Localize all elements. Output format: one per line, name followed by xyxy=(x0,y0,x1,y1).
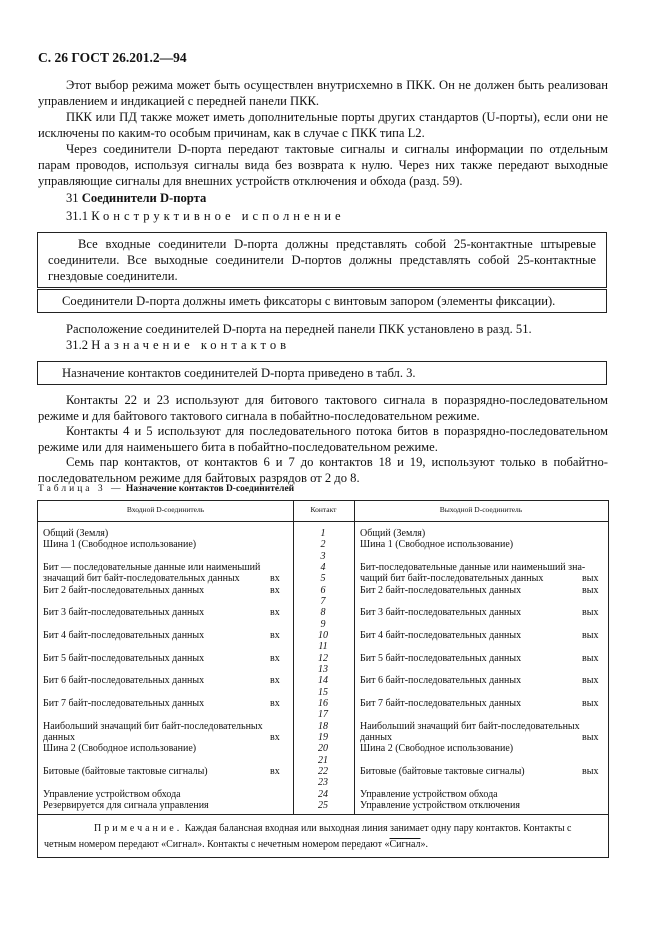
table-caption-title: Назначение контактов D-соединителей xyxy=(125,484,295,494)
contacts-table xyxy=(37,500,609,858)
contact-number: 7 xyxy=(320,595,326,607)
table-row xyxy=(38,573,608,584)
input-signal: Бит 2 байт-последовательных данных xyxy=(43,584,205,596)
output-direction: вых xyxy=(582,697,599,709)
table-row xyxy=(38,687,608,698)
table-row xyxy=(38,562,608,573)
output-signal: Бит 4 байт-последовательных данных xyxy=(360,629,522,641)
column-header-output: Выходной D-соединитель xyxy=(439,505,523,514)
paragraph: Контакты 4 и 5 используют для последовательного потока битов в поразрядно-последовательном режиме или для наименьшего бита в побайтно-последовательном режиме. xyxy=(38,424,608,454)
note-overlined-signal: Сигнал xyxy=(389,839,421,850)
output-signal: Общий (Земля) xyxy=(360,528,426,539)
contact-number: 9 xyxy=(320,618,326,630)
section-number: 31.1 xyxy=(66,209,89,223)
table-row xyxy=(38,630,608,641)
output-signal: Бит 5 байт-последовательных данных xyxy=(360,652,522,664)
section-number: 31 xyxy=(66,191,79,205)
output-signal: Бит 3 байт-последовательных данных xyxy=(360,607,522,619)
contact-number: 23 xyxy=(318,777,328,789)
input-direction: вх xyxy=(270,765,280,777)
input-signal: Резервируется для сигнала управления xyxy=(43,799,209,811)
output-signal: Бит 2 байт-последовательных данных xyxy=(360,584,522,596)
table-row xyxy=(38,777,608,788)
table-row xyxy=(38,596,608,607)
input-direction: вх xyxy=(270,573,280,585)
output-direction: вых xyxy=(582,607,599,619)
table-row xyxy=(38,528,608,539)
input-signal: Шина 2 (Свободное использование) xyxy=(43,743,197,755)
contact-number: 4 xyxy=(320,561,326,573)
table-row xyxy=(38,732,608,743)
contact-number: 19 xyxy=(318,731,328,743)
table-row xyxy=(38,641,608,652)
table-row xyxy=(38,743,608,754)
output-direction: вых xyxy=(582,765,599,777)
page-header: С. 26 ГОСТ 26.201.2—94 xyxy=(38,50,187,65)
input-signal: Бит 7 байт-последовательных данных xyxy=(43,697,205,709)
table-row xyxy=(38,664,608,675)
output-direction: вых xyxy=(582,584,599,596)
output-signal: Шина 2 (Свободное использование) xyxy=(360,743,514,755)
section-heading-31-1 xyxy=(66,208,345,224)
input-signal: Бит 5 байт-последовательных данных xyxy=(43,652,205,664)
contact-number: 6 xyxy=(320,584,326,596)
table-note xyxy=(44,821,602,853)
section-heading-31-2 xyxy=(66,337,290,353)
input-signal: Бит 4 байт-последовательных данных xyxy=(43,629,205,641)
input-direction: вх xyxy=(270,697,280,709)
contact-number: 24 xyxy=(318,788,328,800)
table-row xyxy=(38,721,608,732)
output-signal: Управление устройством отключения xyxy=(360,799,520,811)
input-direction: вх xyxy=(270,731,280,743)
contact-number: 15 xyxy=(318,686,328,698)
contact-number: 2 xyxy=(320,539,326,551)
output-signal: Бит 7 байт-последовательных данных xyxy=(360,697,522,709)
section-title: Конструктивное исполнение xyxy=(91,209,345,223)
header-divider xyxy=(38,521,608,522)
contact-number: 25 xyxy=(318,799,328,811)
output-signal: Бит 6 байт-последовательных данных xyxy=(360,675,522,687)
table-row xyxy=(38,551,608,562)
contact-number: 20 xyxy=(318,743,328,755)
note-label: Примечание. xyxy=(94,823,183,834)
output-signal: Битовые (байтовые тактовые сигналы) xyxy=(360,765,525,777)
table-row xyxy=(38,653,608,664)
input-signal: значащий бит байт-последовательных данных xyxy=(43,573,240,585)
table-caption xyxy=(38,484,294,494)
contact-number: 14 xyxy=(318,675,328,687)
output-direction: вых xyxy=(582,675,599,687)
table-row xyxy=(38,585,608,596)
input-signal: Бит — последовательные данные или наименьший xyxy=(43,561,261,573)
note-text: Каждая балансная входная или выходная линия занимает одну пару контактов. Контакты с четным номером передают «Сигнал». Контакты с нечетным номером передают « xyxy=(44,823,572,850)
output-direction: вых xyxy=(582,573,599,585)
output-signal: Управление устройством обхода xyxy=(360,788,498,800)
output-direction: вых xyxy=(582,629,599,641)
section-number: 31.2 xyxy=(66,338,89,352)
input-direction: вх xyxy=(270,584,280,596)
table-caption-label: Таблица 3 — xyxy=(38,484,124,494)
table-row xyxy=(38,539,608,550)
requirement-box: Все входные соединители D-порта должны представлять собой 25-контактные штыревые соединители. Все выходные соединители D-портов должны представлять собой 25-контактные гнездовые соединители. xyxy=(37,232,607,288)
input-signal: Битовые (байтовые тактовые сигналы) xyxy=(43,765,208,777)
table-row xyxy=(38,709,608,720)
paragraph: Этот выбор режима может быть осуществлен внутрисхемно в ПКК. Он не должен быть реализован управлением и индикацией с передней панели ПКК. xyxy=(38,78,608,108)
contact-number: 3 xyxy=(320,550,326,562)
paragraph: Контакты 22 и 23 используют для битового тактового сигнала в поразрядно-последовательном режиме и для байтового тактового сигнала в побайтно-последовательном режиме. xyxy=(38,393,608,423)
input-signal: Бит 6 байт-последовательных данных xyxy=(43,675,205,687)
input-signal: Управление устройством обхода xyxy=(43,788,181,800)
contact-number: 22 xyxy=(318,765,328,777)
contact-number: 1 xyxy=(320,528,326,539)
section-heading-31 xyxy=(66,190,206,206)
output-signal: Бит-последовательные данные или наименьший зна- xyxy=(360,561,586,573)
table-row xyxy=(38,675,608,686)
input-signal: Наибольший значащий бит байт-последовательных xyxy=(43,720,263,732)
paragraph: Расположение соединителей D-порта на передней панели ПКК установлено в разд. 51. xyxy=(66,322,532,336)
contact-number: 18 xyxy=(318,720,328,732)
contact-number: 21 xyxy=(318,754,328,766)
contact-number: 12 xyxy=(318,652,328,664)
section-title: Назначение контактов xyxy=(91,338,291,352)
column-header-input: Входной D-соединитель xyxy=(126,505,205,514)
table-row xyxy=(38,698,608,709)
requirement-box: Назначение контактов соединителей D-порта приведено в табл. 3. xyxy=(37,361,607,385)
contact-number: 8 xyxy=(320,607,326,619)
contact-number: 13 xyxy=(318,663,328,675)
contact-number: 10 xyxy=(318,629,328,641)
table-row xyxy=(38,800,608,811)
paragraph: Семь пар контактов, от контактов 6 и 7 до контактов 18 и 19, используют только в побайтно-последовательном режиме для байтовых разрядов от 2 до 8. xyxy=(38,455,608,485)
output-signal: Шина 1 (Свободное использование) xyxy=(360,539,514,551)
table-row xyxy=(38,607,608,618)
table-row xyxy=(38,766,608,777)
input-signal: Бит 3 байт-последовательных данных xyxy=(43,607,205,619)
input-signal: Общий (Земля) xyxy=(43,528,109,539)
contact-number: 11 xyxy=(318,641,328,653)
note-divider xyxy=(38,814,608,815)
output-direction: вых xyxy=(582,652,599,664)
output-signal: чащий бит байт-последовательных данных xyxy=(360,573,544,585)
contact-number: 17 xyxy=(318,709,328,721)
requirement-box: Соединители D-порта должны иметь фиксаторы с винтовым запором (элементы фиксации). xyxy=(37,289,607,313)
table-row xyxy=(38,755,608,766)
paragraph: ПКК или ПД также может иметь дополнительные порты других стандартов (U-порты), если они не исключены по каким-то особым причинам, как в случае с ПКК типа L2. xyxy=(38,110,608,140)
input-signal: данных xyxy=(43,731,75,743)
section-title: Соединители D-порта xyxy=(81,191,207,205)
table-row xyxy=(38,619,608,630)
output-direction: вых xyxy=(582,731,599,743)
table-body xyxy=(38,528,608,811)
input-direction: вх xyxy=(270,607,280,619)
contact-number: 5 xyxy=(320,573,326,585)
input-signal: Шина 1 (Свободное использование) xyxy=(43,539,197,551)
paragraph: Через соединители D-порта передают тактовые сигналы и сигналы информации по отдельным парам проводов, используя сигналы вида без возврата к нулю. Через них также передают выходные управляющие сигналы для внешних устройств отключения и обхода (разд. 59). xyxy=(38,142,608,188)
note-end: ». xyxy=(420,839,429,850)
input-direction: вх xyxy=(270,675,280,687)
table-row xyxy=(38,789,608,800)
input-direction: вх xyxy=(270,629,280,641)
contact-number: 16 xyxy=(318,697,328,709)
column-header-contact: Контакт xyxy=(310,505,337,514)
output-signal: данных xyxy=(360,731,392,743)
input-direction: вх xyxy=(270,652,280,664)
output-signal: Наибольший значащий бит байт-последовательных xyxy=(360,720,580,732)
